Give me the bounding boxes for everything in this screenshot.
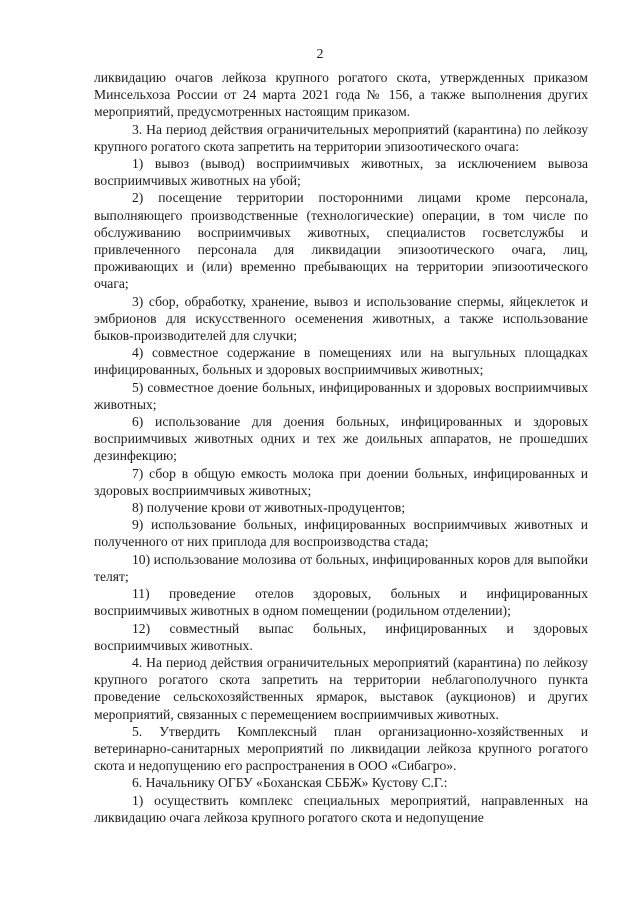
- paragraph-item-6: 6. Начальнику ОГБУ «Боханская СББЖ» Кустову С.Г.:: [132, 775, 448, 791]
- paragraph-item-3: 3. На период действия ограничительных мероприятий (карантина) по лейкозу крупного рогатого скота запретить на территории эпизоотического очага:: [94, 121, 588, 154]
- paragraph-subitem-4: 4) совместное содержание в помещениях или на выгульных площадках инфицированных, больных и здоровых восприимчивых животных;: [94, 345, 588, 378]
- paragraph-item-5: 5. Утвердить Комплексный план организационно-хозяйственных и ветеринарно-санитарных мероприятий по ликвидации лейкоза крупного рогатого скота и недопущению его распространения в ООО «Сибагро».: [94, 723, 588, 774]
- document-body: [94, 69, 588, 826]
- paragraph-subitem-1: 1) вывоз (вывод) восприимчивых животных, за исключением вывоза восприимчивых животных на убой;: [94, 156, 588, 189]
- paragraph-subitem-9: 9) использование больных, инфицированных восприимчивых животных и полученного от них приплода для воспроизводства стада;: [94, 517, 588, 550]
- paragraph-item-6-subitem-1: 1) осуществить комплекс специальных мероприятий, направленных на ликвидацию очага лейкоза крупного рогатого скота и недопущение: [94, 792, 588, 825]
- paragraph-subitem-5: 5) совместное доение больных, инфицированных и здоровых восприимчивых животных;: [94, 379, 588, 412]
- paragraph-continuation: ликвидацию очагов лейкоза крупного рогатого скота, утвержденных приказом Минсельхоза России от 24 марта 2021 года № 156, а также выполнения других мероприятий, предусмотренных настоящим приказом.: [94, 70, 588, 120]
- paragraph-subitem-10: 10) использование молозива от больных, инфицированных коров для выпойки телят;: [94, 551, 588, 584]
- paragraph-subitem-8: 8) получение крови от животных-продуцентов;: [132, 500, 406, 516]
- paragraph-subitem-12: 12) совместный выпас больных, инфицированных и здоровых восприимчивых животных.: [94, 620, 588, 653]
- paragraph-subitem-11: 11) проведение отелов здоровых, больных и инфицированных восприимчивых животных в одном помещении (родильном отделении);: [94, 586, 588, 619]
- page-number: 2: [316, 47, 324, 62]
- paragraph-subitem-6: 6) использование для доения больных, инфицированных и здоровых восприимчивых животных одних и тех же доильных аппаратов, не прошедших дезинфекцию;: [94, 414, 588, 464]
- paragraph-subitem-3: 3) сбор, обработку, хранение, вывоз и использование спермы, яйцеклеток и эмбрионов для искусственного осеменения животных, а также использование быков-производителей для случки;: [94, 293, 588, 344]
- paragraph-item-4: 4. На период действия ограничительных мероприятий (карантина) по лейкозу крупного рогатого скота запретить на территории неблагополучного пункта проведение сельскохозяйственных ярмарок, выставок (аукционов) и других мероприятий, связанных с перемещением восприимчивых животных.: [94, 654, 588, 722]
- paragraph-subitem-7: 7) сбор в общую емкость молока при доении больных, инфицированных и здоровых восприимчивых животных;: [94, 465, 588, 498]
- paragraph-subitem-2: 2) посещение территории посторонними лицами кроме персонала, выполняющего производственные (технологические) операции, в том числе по обслуживанию восприимчивых животных, специалистов госветслужбы и привлеченного персонала для ликвидации эпизоотического очага, лиц, проживающих и (или) временно пребывающих на территории эпизоотического очага;: [94, 190, 588, 292]
